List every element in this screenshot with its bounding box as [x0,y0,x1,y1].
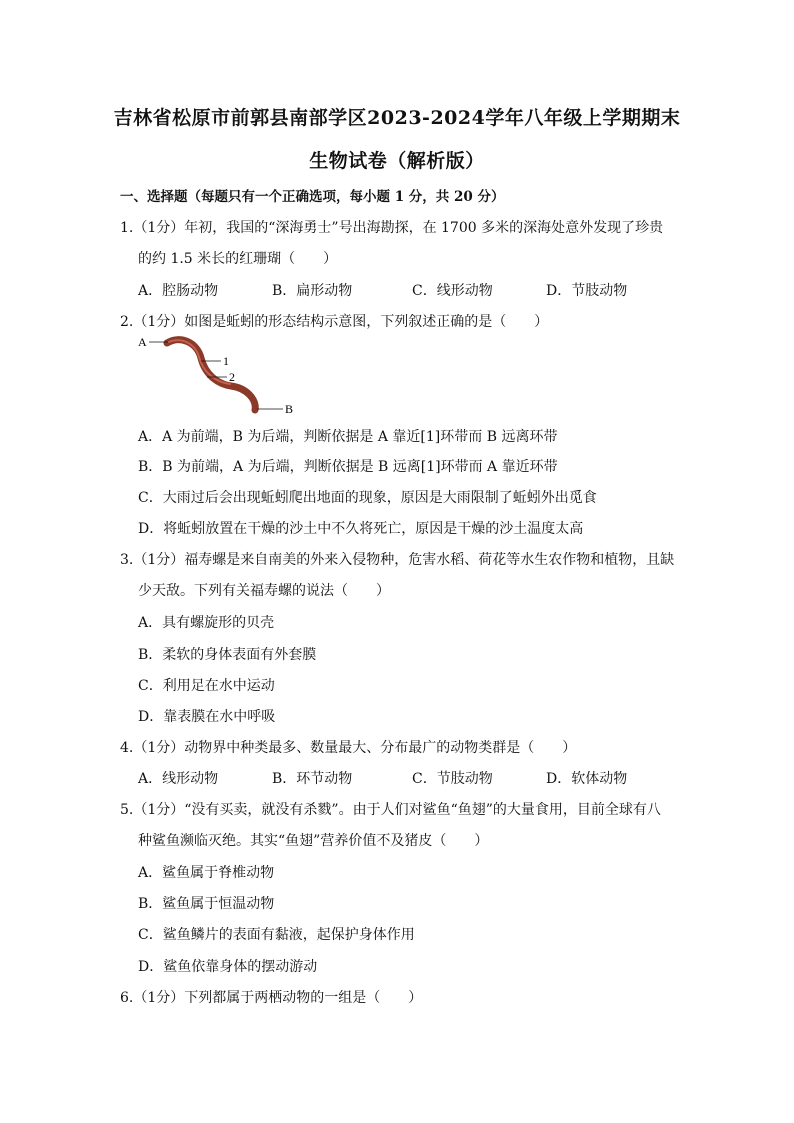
question-1-option-b[interactable]: B．扁形动物 [272,283,353,299]
question-3-option-b[interactable]: B．柔软的身体表面有外套膜 [138,647,317,663]
question-2-option-d[interactable]: D．将蚯蚓放置在干燥的沙土中不久将死亡，原因是干燥的沙土温度太高 [138,521,584,537]
question-2-option-c[interactable]: C．大雨过后会出现蚯蚓爬出地面的现象，原因是大雨限制了蚯蚓外出觅食 [138,490,597,506]
question-1-stem-line-1: 1.（1分）年初，我国的“深海勇士”号出海勘探，在 1700 多米的深海处意外发现了珍贵 [120,220,664,236]
question-4-option-b[interactable]: B．环节动物 [272,771,353,787]
question-3-option-a[interactable]: A．具有螺旋形的贝壳 [138,615,275,631]
question-3-option-c[interactable]: C．利用足在水中运动 [138,678,275,694]
title-line-1: 吉林省松原市前郭县南部学区2023-2024学年八年级上学期期末 [113,107,681,129]
question-5-option-c[interactable]: C．鲨鱼鳞片的表面有黏液，起保护身体作用 [138,927,415,943]
label-b: B [285,402,294,415]
question-3-stem-line-2: 少天敌。下列有关福寿螺的说法（ ） [138,583,390,599]
question-4-stem: 4.（1分）动物界中种类最多、数量最大、分布最广的动物类群是（ ） [120,740,577,756]
question-5-option-a[interactable]: A．鲨鱼属于脊椎动物 [138,865,275,881]
question-5-stem-line-1: 5.（1分）“没有买卖，就没有杀戮”。由于人们对鲨鱼“鱼翅”的大量食用，目前全球有八 [120,802,661,818]
question-2-stem: 2.（1分）如图是蚯蚓的形态结构示意图，下列叙述正确的是（ ） [120,314,549,330]
question-5-stem-line-2: 种鲨鱼濒临灭绝。其实“鱼翅”营养价值不及猪皮（ ） [138,833,489,849]
title-line-2: 生物试卷（解析版） [309,150,485,172]
question-1-option-a[interactable]: A．腔肠动物 [138,283,219,299]
question-5-option-d[interactable]: D．鲨鱼依靠身体的摆动游动 [138,959,318,975]
question-1-option-d[interactable]: D．节肢动物 [546,283,628,299]
earthworm-figure [135,330,305,415]
question-2-option-b[interactable]: B．B 为前端，A 为后端，判断依据是 B 远离[1]环带而 A 靠近环带 [138,459,558,475]
question-2-option-a[interactable]: A．A 为前端，B 为后端，判断依据是 A 靠近[1]环带而 B 远离环带 [138,429,558,445]
label-1: 1 [223,354,229,368]
question-3-stem-line-1: 3.（1分）福寿螺是来自南美的外来入侵物种，危害水稻、荷花等水生农作物和植物，且缺 [120,552,675,568]
question-1-option-c[interactable]: C．线形动物 [412,283,493,299]
label-2: 2 [229,370,235,384]
question-4-option-d[interactable]: D．软体动物 [546,771,628,787]
section-heading: 一、选择题（每题只有一个正确选项，每小题 1 分，共 20 分） [120,189,505,205]
question-4-option-a[interactable]: A．线形动物 [138,771,219,787]
question-3-option-d[interactable]: D．靠表膜在水中呼吸 [138,709,276,725]
label-a: A [138,335,147,349]
question-1-stem-line-2: 的约 1.5 米长的红珊瑚（ ） [138,251,338,267]
question-6-stem: 6.（1分）下列都属于两栖动物的一组是（ ） [120,990,423,1006]
question-5-option-b[interactable]: B．鲨鱼属于恒温动物 [138,896,275,912]
question-4-option-c[interactable]: C．节肢动物 [412,771,493,787]
